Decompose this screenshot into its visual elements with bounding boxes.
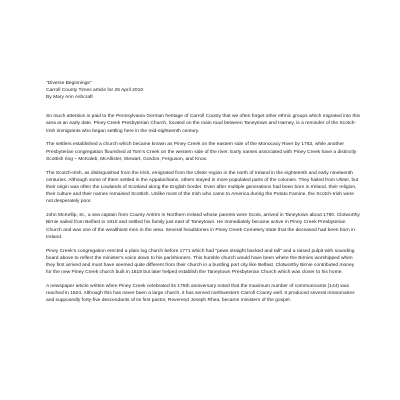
article-source: Carroll County Times article for 25 April 2010 [46,88,144,94]
paragraph-6: A newspaper article written when Piney Creek celebrated its 175th anniversary noted that the maximum number of communicants (144) was reached in 1824. Although this has never been a large church, it has served northwestern Carroll County well. It produced several missionaries and supposedly forty-five descendants of its first pastor, Reverend Joseph Rhea, became ministers of the gospel. [46,283,355,304]
article-body [46,80,360,311]
spacer [46,102,360,114]
paragraph-5: Piney Creek’s congregation erected a plain log church before 1771 which had "pews straight backed and tall" and a raised pulpit with sounding board above to reflect the minister’s voice down to his parishioners. This humble church would have been where the Birnies worshipped when they first arrived and must have seemed quite different from their church in a bustling port city like Belfast. Clotworthy Birnie contributed money for the new Piney Creek church built in 1818 but later helped establish the Taneytown Presbyterian Church which was closer to his home. [46,248,355,276]
paragraph-1: So much attention is paid to the Pennsylvania German heritage of Carroll County that we often forget other ethnic groups which migrated into this area at an early date. Piney Creek Presbyterian Church, located on the main road between Taneytown and Harney, is a reminder of the Scotch-Irish immigrants who began settling here in the mid-eighteenth century. [46,114,360,134]
paragraph-3: The Scotch-Irish, as distinguished from the Irish, emigrated from the Ulster region in the north of Ireland in the eighteenth and early nineteenth centuries. Although some of them settled in the Appalachians, others stayed in more populated parts of the colonies. They hailed from Ulster, but their origin was often the Lowlands of Scotland along the English border. Even after multiple generations had been born in Ireland, their religion, their culture and their names remained Scottish. Unlike most of the Irish who came to America during the Potato Famine, the Scotch-Irish were not desperately poor. [46,170,359,205]
article-title: "Diverse Beginnings" [46,81,92,86]
paragraph-4: John McKellip, Sr., a sea captain from County Antrim in Northern Ireland whose parents were Scots, arrived in Taneytown about 1780. Clotworthy Birnie sailed from Belfast in 1810 and settled his family just east of Taneytown. He immediately became active in Piney Creek Presbyterian Church and was one of the wealthiest men in the area. Several headstones in Piney Creek Cemetery state that the deceased had been born in Ireland. [46,213,360,240]
paragraph-2: The settlers established a church which became known as Piney Creek on the eastern side of the Monocacy River by 1763, while another Presbyterian congregation flourished at Tom’s Creek on the western side of the river. Early names associated with Piney Creek have a distinctly Scottish ring – McKaleb, McAllister, Stewart, Gordon, Ferguson, and Knox. [46,142,357,162]
article-byline: By Mary Ann Ashcraft [46,95,93,101]
